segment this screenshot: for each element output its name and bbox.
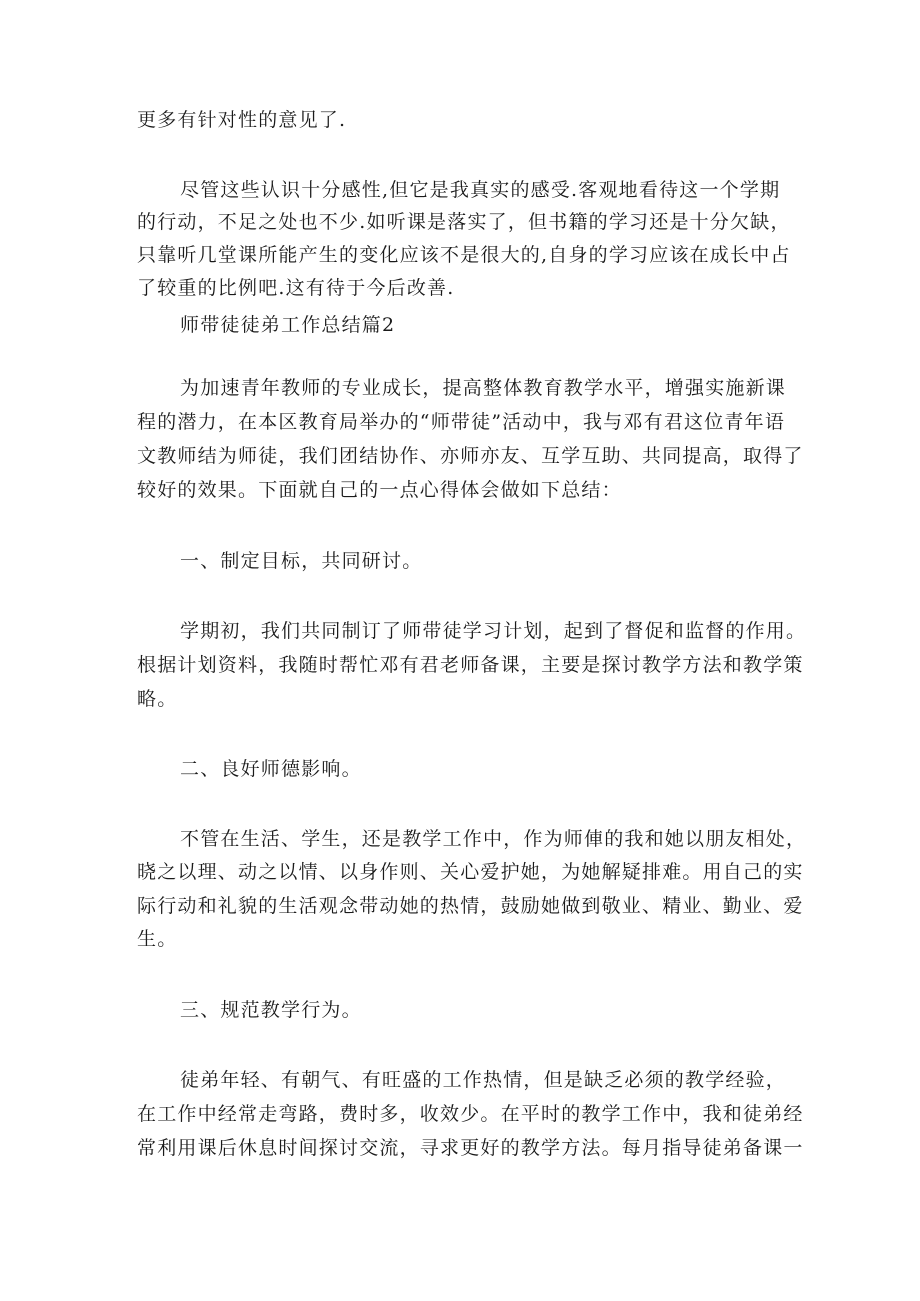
- paragraph-4-line-3: 际行动和礼貌的生活观念带动她的热情，鼓励她做到敬业、精业、勤业、爱: [137, 895, 804, 917]
- continuation-line: 更多有针对性的意见了.: [137, 109, 347, 131]
- paragraph-3-line-1: 学期初，我们共同制订了师带徒学习计划，起到了督促和监督的作用。: [180, 620, 807, 642]
- paragraph-1-line-2: 的行动，不足之处也不少.如听课是落实了，但书籍的学习还是十分欠缺，: [137, 211, 791, 233]
- paragraph-4-line-2: 晓之以理、动之以情、以身作则、关心爱护她，为她解疑排难。用自己的实: [137, 861, 804, 883]
- paragraph-2-line-4: 较好的效果。下面就自己的一点心得体会做如下总结：: [137, 479, 622, 501]
- paragraph-1-line-3: 只靠听几堂课所能产生的变化应该不是很大的,自身的学习应该在成长中占: [137, 244, 791, 266]
- paragraph-1-line-4: 了较重的比例吧.这有待于今后改善.: [137, 277, 455, 299]
- paragraph-5-line-2: 在工作中经常走弯路，费时多，收效少。在平时的教学工作中，我和徒弟经: [137, 1103, 804, 1125]
- paragraph-1-line-1: 尽管这些认识十分感性,但它是我真实的感受.客观地看待这一个学期: [180, 179, 781, 201]
- heading-3: 三、规范教学行为。: [180, 999, 362, 1021]
- paragraph-3-line-2: 根据计划资料，我随时帮忙邓有君老师备课，主要是探讨教学方法和教学策: [137, 654, 804, 676]
- paragraph-2-line-2: 程的潜力，在本区教育局举办的“师带徒”活动中，我与邓有君这位青年语: [137, 411, 786, 433]
- heading-2: 二、良好师德影响。: [180, 758, 362, 780]
- paragraph-2-line-1: 为加速青年教师的专业成长，提高整体教育教学水平，增强实施新课: [180, 377, 787, 399]
- heading-1: 一、制定目标，共同研讨。: [180, 550, 423, 572]
- section-title: 师带徒徒弟工作总结篇2: [180, 314, 396, 336]
- paragraph-2-line-3: 文教师结为师徒，我们团结协作、亦师亦友、互学互助、共同提高，取得了: [137, 445, 804, 467]
- paragraph-5-line-1: 徒弟年轻、有朝气、有旺盛的工作热情，但是缺乏必须的教学经验，: [180, 1069, 787, 1091]
- paragraph-5-line-3: 常利用课后休息时间探讨交流，寻求更好的教学方法。每月指导徒弟备课一: [137, 1137, 804, 1159]
- paragraph-3-line-3: 略。: [137, 688, 178, 710]
- paragraph-4-line-1: 不管在生活、学生，还是教学工作中，作为师俥的我和她以朋友相处，: [180, 828, 807, 850]
- paragraph-4-line-4: 生。: [137, 928, 178, 950]
